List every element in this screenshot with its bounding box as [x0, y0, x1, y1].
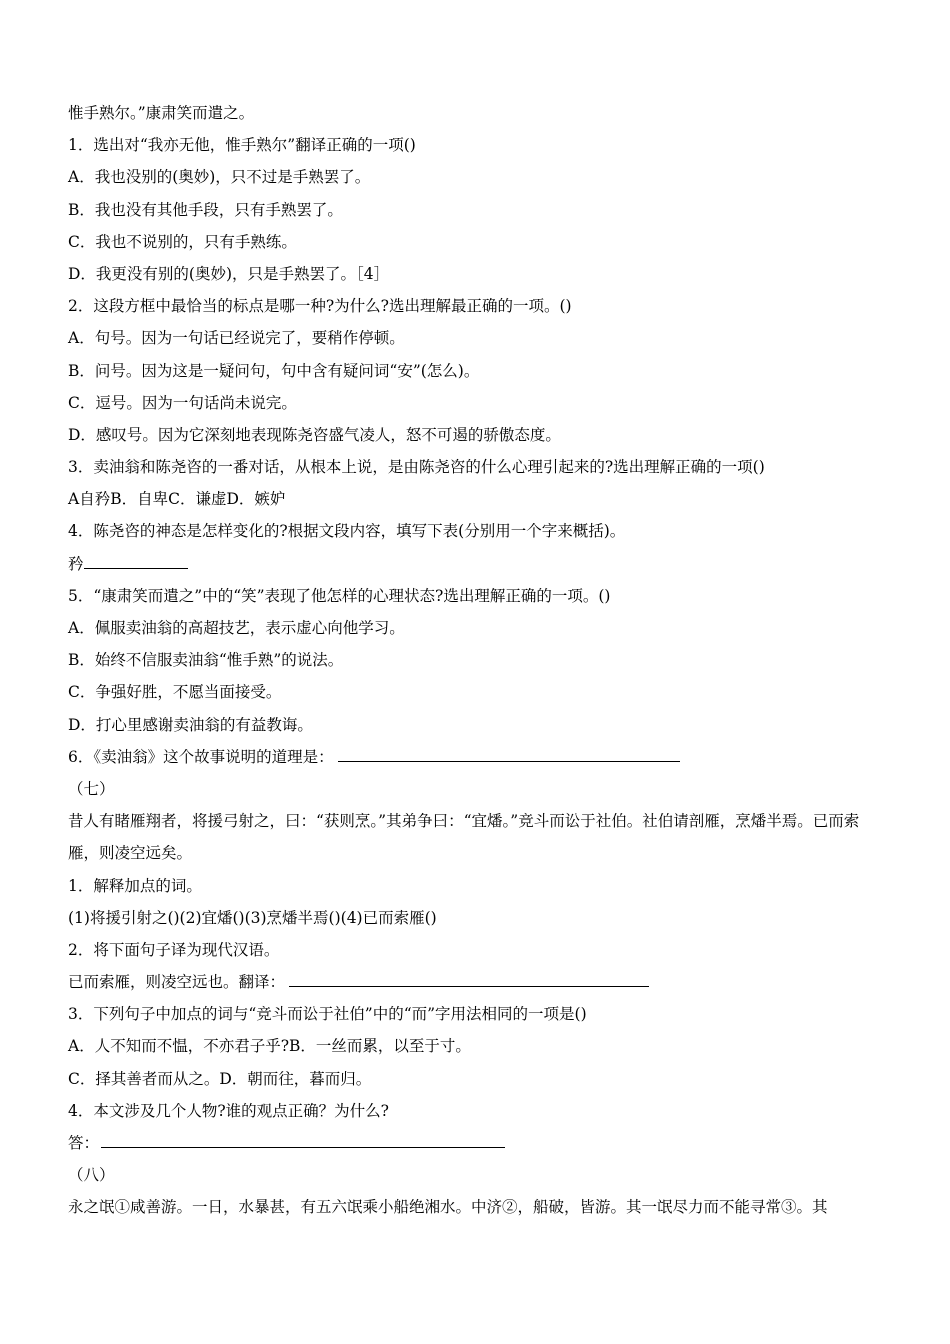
q5-option-b — [68, 644, 888, 676]
text: D．感叹号。因为它深刻地表现陈尧咨盛气凌人，怒不可遏的骄傲态度。 — [68, 425, 561, 444]
text: 6．《卖油翁》这个故事说明的道理是： — [68, 747, 334, 766]
answer-blank — [101, 1128, 505, 1148]
q5-option-d — [68, 709, 888, 741]
text: A．佩服卖油翁的高超技艺，表示虚心向他学习。 — [68, 619, 405, 637]
q1-option-c — [68, 226, 888, 258]
question-6 — [68, 741, 888, 773]
answer-blank — [289, 967, 649, 987]
text: 1．选出对“我亦无他，惟手熟尔”翻译正确的一项() — [68, 136, 416, 155]
text: C．争强好胜，不愿当面接受。 — [68, 683, 282, 702]
s7-question-1 — [68, 870, 888, 902]
text: C．择其善者而从之。D．朝而往，暮而归。 — [68, 1069, 372, 1088]
question-2 — [68, 290, 888, 322]
text: A．句号。因为一句话已经说完了，要稍作停顿。 — [68, 329, 405, 348]
text: 昔人有睹雁翔者，将援弓射之，曰：“获则烹。”其弟争曰：“宜燔。”竞斗而讼于社伯。社伯请剖雁，烹燔半焉。已而索雁，则凌空远矣。 — [68, 812, 860, 863]
text: （八） — [68, 1166, 115, 1185]
passage-ending-line — [68, 97, 888, 129]
text: A自矜B．自卑C．谦虚D．嫉妒 — [68, 490, 286, 509]
text: 2．将下面句子译为现代汉语。 — [68, 940, 280, 959]
text: D．打心里感谢卖油翁的有益教诲。 — [68, 715, 313, 734]
q2-option-d — [68, 419, 888, 451]
q2-option-c — [68, 387, 888, 419]
text: 惟手熟尔。”康肃笑而遣之。 — [68, 104, 255, 122]
q1-option-b — [68, 194, 888, 226]
text: B．始终不信服卖油翁“惟手熟”的说法。 — [68, 651, 344, 670]
q2-option-b — [68, 355, 888, 387]
text: 4．陈尧咨的神态是怎样变化的?根据文段内容，填写下表(分别用一个字来概括)。 — [68, 522, 626, 541]
section-7-heading — [68, 773, 888, 805]
text: B．我也没有其他手段，只有手熟罢了。 — [68, 200, 343, 219]
q4-answer-line — [68, 548, 888, 580]
question-5 — [68, 580, 888, 612]
s7-q3-options-ab — [68, 1030, 888, 1062]
text: 1．解释加点的词。 — [68, 876, 202, 895]
q1-option-d — [68, 258, 888, 290]
text: C．逗号。因为一句话尚未说完。 — [68, 393, 297, 412]
q1-option-a — [68, 161, 888, 193]
s7-question-2 — [68, 934, 888, 966]
q5-option-c — [68, 676, 888, 708]
text: 已而索雁，则凌空远也。翻译： — [68, 973, 286, 992]
text: 矜 — [68, 554, 84, 573]
text: D．我更没有别的(奥妙)，只是手熟罢了。［4］ — [68, 264, 390, 283]
text: （七） — [68, 779, 115, 798]
section-8-heading — [68, 1159, 888, 1191]
s7-question-3 — [68, 998, 888, 1030]
text: 永之氓①咸善游。一日，水暴甚，有五六氓乘小船绝湘水。中济②，船破，皆游。其一氓尽力而不能寻常③。其 — [68, 1198, 828, 1217]
s7-q2-translate-line — [68, 966, 888, 998]
s7-q3-options-cd — [68, 1063, 888, 1095]
s7-question-4 — [68, 1095, 888, 1127]
document-body — [68, 97, 888, 1224]
q5-option-a — [68, 612, 888, 644]
text: (1)将援引射之()(2)宜燔()(3)烹燔半焉()(4)已而索雁() — [68, 908, 437, 927]
s7-q4-answer — [68, 1127, 888, 1159]
answer-blank — [84, 549, 188, 569]
answer-blank — [338, 742, 680, 762]
text: 3．卖油翁和陈尧咨的一番对话，从根本上说，是由陈尧咨的什么心理引起来的?选出理解正确的一项() — [68, 458, 765, 477]
section-7-passage — [68, 805, 888, 869]
text: B．问号。因为这是一疑问句，句中含有疑问词“安”(怎么)。 — [68, 361, 480, 380]
text: 答： — [68, 1134, 100, 1153]
s7-q1-items — [68, 902, 888, 934]
question-3 — [68, 451, 888, 483]
text: C．我也不说别的，只有手熟练。 — [68, 232, 297, 251]
section-8-passage — [68, 1191, 888, 1223]
question-4 — [68, 515, 888, 547]
q3-options — [68, 483, 888, 515]
text: A．人不知而不愠，不亦君子乎?B．一丝而累，以至于寸。 — [68, 1037, 471, 1056]
question-1 — [68, 129, 888, 161]
text: 3．下列句子中加点的词与“竞斗而讼于社伯”中的“而”字用法相同的一项是() — [68, 1005, 587, 1024]
text: 2．这段方框中最恰当的标点是哪一种?为什么?选出理解最正确的一项。() — [68, 297, 572, 316]
text: A．我也没别的(奥妙)，只不过是手熟罢了。 — [68, 168, 371, 187]
text: 5．“康肃笑而遣之”中的“笑”表现了他怎样的心理状态?选出理解正确的一项。() — [68, 586, 611, 605]
text: 4．本文涉及几个人物?谁的观点正确？为什么? — [68, 1101, 389, 1120]
q2-option-a — [68, 322, 888, 354]
